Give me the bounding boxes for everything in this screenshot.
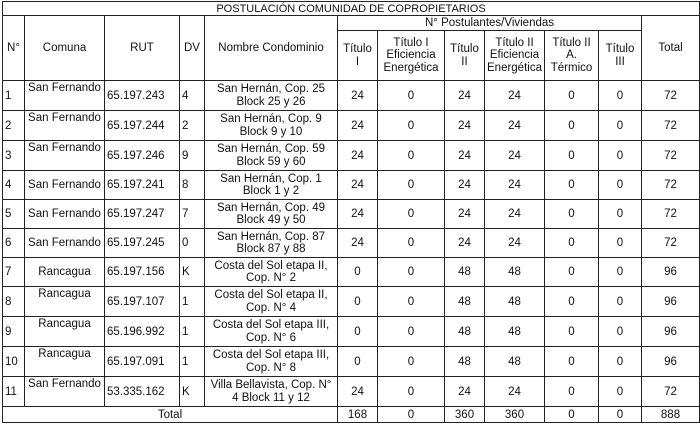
cell-t3: 0	[599, 258, 642, 287]
cell-t1: 0	[338, 317, 378, 347]
cell-nombre: San Hernán, Cop. 25 Block 25 y 26	[205, 81, 338, 111]
cell-rut: 65.197.156	[105, 258, 180, 287]
cell-rut: 65.197.244	[105, 111, 180, 141]
cell-nombre: Costa del Sol etapa III, Cop. N° 8	[205, 347, 338, 377]
cell-t2at: 0	[545, 81, 599, 111]
cell-t1ee: 0	[378, 81, 445, 111]
header-rut: RUT	[105, 16, 180, 81]
table-row	[3, 171, 700, 200]
cell-total: 72	[642, 141, 700, 171]
cell-rut: 65.197.091	[105, 347, 180, 377]
cell-n: 10	[3, 347, 25, 377]
cell-t2ee: 24	[485, 81, 545, 111]
cell-t3: 0	[599, 200, 642, 229]
cell-nombre: San Hernán, Cop. 49 Block 49 y 50	[205, 200, 338, 229]
cell-rut: 65.196.992	[105, 317, 180, 347]
cell-t2at: 0	[545, 287, 599, 317]
cell-rut: 65.197.246	[105, 141, 180, 171]
cell-t3: 0	[599, 141, 642, 171]
cell-nombre: Villa Bellavista, Cop. N° 4 Block 11 y 12	[205, 377, 338, 407]
cell-t3: 0	[599, 171, 642, 200]
cell-comuna: San Fernando	[25, 111, 105, 141]
cell-comuna: Rancagua	[25, 287, 105, 317]
cell-total: 72	[642, 111, 700, 141]
cell-t1ee: 0	[378, 287, 445, 317]
header-dv: DV	[180, 16, 205, 81]
cell-comuna: Rancagua	[25, 347, 105, 377]
table-row	[3, 317, 700, 347]
cell-t2: 24	[445, 171, 485, 200]
cell-t1ee: 0	[378, 141, 445, 171]
header-comuna: Comuna	[25, 16, 105, 81]
cell-t2: 24	[445, 81, 485, 111]
cell-nombre: San Hernán, Cop. 9 Block 9 y 10	[205, 111, 338, 141]
cell-t1: 0	[338, 347, 378, 377]
cell-total: 96	[642, 258, 700, 287]
cell-n: 2	[3, 111, 25, 141]
cell-t1ee: 0	[378, 347, 445, 377]
header-titulo-1-ee: Título I Eficiencia Energética	[378, 31, 445, 81]
totals-row	[3, 407, 700, 423]
cell-nombre: San Hernán, Cop. 87 Block 87 y 88	[205, 229, 338, 258]
total-t2: 360	[445, 407, 485, 423]
cell-t1ee: 0	[378, 229, 445, 258]
table-row	[3, 287, 700, 317]
cell-rut: 65.197.241	[105, 171, 180, 200]
table-row	[3, 377, 700, 407]
cell-t2: 48	[445, 287, 485, 317]
cell-rut: 65.197.243	[105, 81, 180, 111]
cell-t1: 0	[338, 287, 378, 317]
header-n: N°	[3, 16, 25, 81]
cell-total: 72	[642, 377, 700, 407]
cell-nombre: Costa del Sol etapa III, Cop. N° 6	[205, 317, 338, 347]
cell-dv: 7	[180, 200, 205, 229]
cell-dv: 1	[180, 287, 205, 317]
header-titulo-3: Título III	[599, 31, 642, 81]
cell-n: 7	[3, 258, 25, 287]
cell-nombre: Costa del Sol etapa II, Cop. N° 2	[205, 258, 338, 287]
cell-total: 96	[642, 287, 700, 317]
cell-t1: 24	[338, 200, 378, 229]
cell-n: 5	[3, 200, 25, 229]
cell-t2ee: 48	[485, 287, 545, 317]
cell-comuna: San Fernando	[25, 141, 105, 171]
cell-n: 1	[3, 81, 25, 111]
cell-total: 72	[642, 171, 700, 200]
cell-dv: 1	[180, 317, 205, 347]
table-row	[3, 81, 700, 111]
cell-t1ee: 0	[378, 317, 445, 347]
cell-t2ee: 24	[485, 200, 545, 229]
header-titulo-2: Título II	[445, 31, 485, 81]
cell-t1: 24	[338, 171, 378, 200]
cell-rut: 65.197.107	[105, 287, 180, 317]
header-titulo-2-ee: Título II Eficiencia Energética	[485, 31, 545, 81]
cell-t2ee: 24	[485, 377, 545, 407]
cell-rut: 53.335.162	[105, 377, 180, 407]
cell-t2at: 0	[545, 377, 599, 407]
cell-n: 6	[3, 229, 25, 258]
cell-t1: 24	[338, 229, 378, 258]
cell-t1: 24	[338, 377, 378, 407]
cell-total: 96	[642, 317, 700, 347]
cell-t2at: 0	[545, 229, 599, 258]
cell-dv: 9	[180, 141, 205, 171]
table-row	[3, 229, 700, 258]
cell-t2ee: 48	[485, 258, 545, 287]
cell-t1: 24	[338, 111, 378, 141]
cell-t1: 24	[338, 141, 378, 171]
cell-t2at: 0	[545, 200, 599, 229]
table-row	[3, 200, 700, 229]
header-titulo-1: Título I	[338, 31, 378, 81]
cell-t2ee: 48	[485, 317, 545, 347]
table-title: POSTULACIÓN COMUNIDAD DE COPROPIETARIOS	[3, 2, 700, 16]
cell-dv: 4	[180, 81, 205, 111]
total-t1: 168	[338, 407, 378, 423]
cell-t2: 24	[445, 141, 485, 171]
cell-t2: 24	[445, 200, 485, 229]
cell-t1ee: 0	[378, 111, 445, 141]
cell-n: 4	[3, 171, 25, 200]
cell-t2at: 0	[545, 258, 599, 287]
cell-total: 72	[642, 81, 700, 111]
cell-t1ee: 0	[378, 377, 445, 407]
cell-n: 8	[3, 287, 25, 317]
totals-label: Total	[3, 407, 338, 423]
cell-t2ee: 24	[485, 111, 545, 141]
cell-t2at: 0	[545, 171, 599, 200]
total-grand: 888	[642, 407, 700, 423]
header-titulo-2-at: Título II A. Térmico	[545, 31, 599, 81]
cell-comuna: San Fernando	[25, 377, 105, 407]
cell-t1ee: 0	[378, 200, 445, 229]
cell-nombre: San Hernán, Cop. 59 Block 59 y 60	[205, 141, 338, 171]
cell-t3: 0	[599, 287, 642, 317]
header-nombre: Nombre Condominio	[205, 16, 338, 81]
cell-t1ee: 0	[378, 258, 445, 287]
cell-dv: 0	[180, 229, 205, 258]
cell-comuna: San Fernando	[25, 171, 105, 200]
cell-t1: 0	[338, 258, 378, 287]
cell-t2ee: 24	[485, 141, 545, 171]
cell-t2: 48	[445, 317, 485, 347]
cell-t2ee: 24	[485, 229, 545, 258]
cell-t3: 0	[599, 317, 642, 347]
cell-t2: 48	[445, 258, 485, 287]
cell-t3: 0	[599, 229, 642, 258]
cell-dv: K	[180, 258, 205, 287]
cell-t2ee: 48	[485, 347, 545, 377]
total-t2ee: 360	[485, 407, 545, 423]
cell-n: 9	[3, 317, 25, 347]
cell-t2: 24	[445, 111, 485, 141]
table-row	[3, 111, 700, 141]
header-postulantes: N° Postulantes/Viviendas	[338, 16, 642, 31]
cell-rut: 65.197.247	[105, 200, 180, 229]
cell-dv: 1	[180, 347, 205, 377]
cell-t3: 0	[599, 81, 642, 111]
cell-total: 72	[642, 200, 700, 229]
cell-comuna: San Fernando	[25, 81, 105, 111]
cell-rut: 65.197.245	[105, 229, 180, 258]
table-row	[3, 347, 700, 377]
cell-t2: 24	[445, 377, 485, 407]
header-total: Total	[642, 16, 700, 81]
table-row	[3, 141, 700, 171]
cell-t3: 0	[599, 377, 642, 407]
cell-comuna: Rancagua	[25, 258, 105, 287]
cell-dv: 8	[180, 171, 205, 200]
cell-n: 11	[3, 377, 25, 407]
cell-t2at: 0	[545, 347, 599, 377]
table-row	[3, 258, 700, 287]
postulacion-table	[2, 1, 700, 423]
cell-nombre: San Hernán, Cop. 1 Block 1 y 2	[205, 171, 338, 200]
cell-t3: 0	[599, 347, 642, 377]
cell-comuna: Rancagua	[25, 317, 105, 347]
cell-t1ee: 0	[378, 171, 445, 200]
cell-dv: 2	[180, 111, 205, 141]
cell-t2: 48	[445, 347, 485, 377]
cell-n: 3	[3, 141, 25, 171]
cell-t2at: 0	[545, 141, 599, 171]
cell-t2at: 0	[545, 317, 599, 347]
cell-comuna: San Fernando	[25, 200, 105, 229]
total-t2at: 0	[545, 407, 599, 423]
cell-t2: 24	[445, 229, 485, 258]
cell-t1: 24	[338, 81, 378, 111]
cell-t2ee: 24	[485, 171, 545, 200]
cell-dv: K	[180, 377, 205, 407]
total-t1ee: 0	[378, 407, 445, 423]
cell-total: 96	[642, 347, 700, 377]
cell-t2at: 0	[545, 111, 599, 141]
cell-t3: 0	[599, 111, 642, 141]
total-t3: 0	[599, 407, 642, 423]
cell-nombre: Costa del Sol etapa II, Cop. N° 4	[205, 287, 338, 317]
cell-comuna: San Fernando	[25, 229, 105, 258]
cell-total: 72	[642, 229, 700, 258]
